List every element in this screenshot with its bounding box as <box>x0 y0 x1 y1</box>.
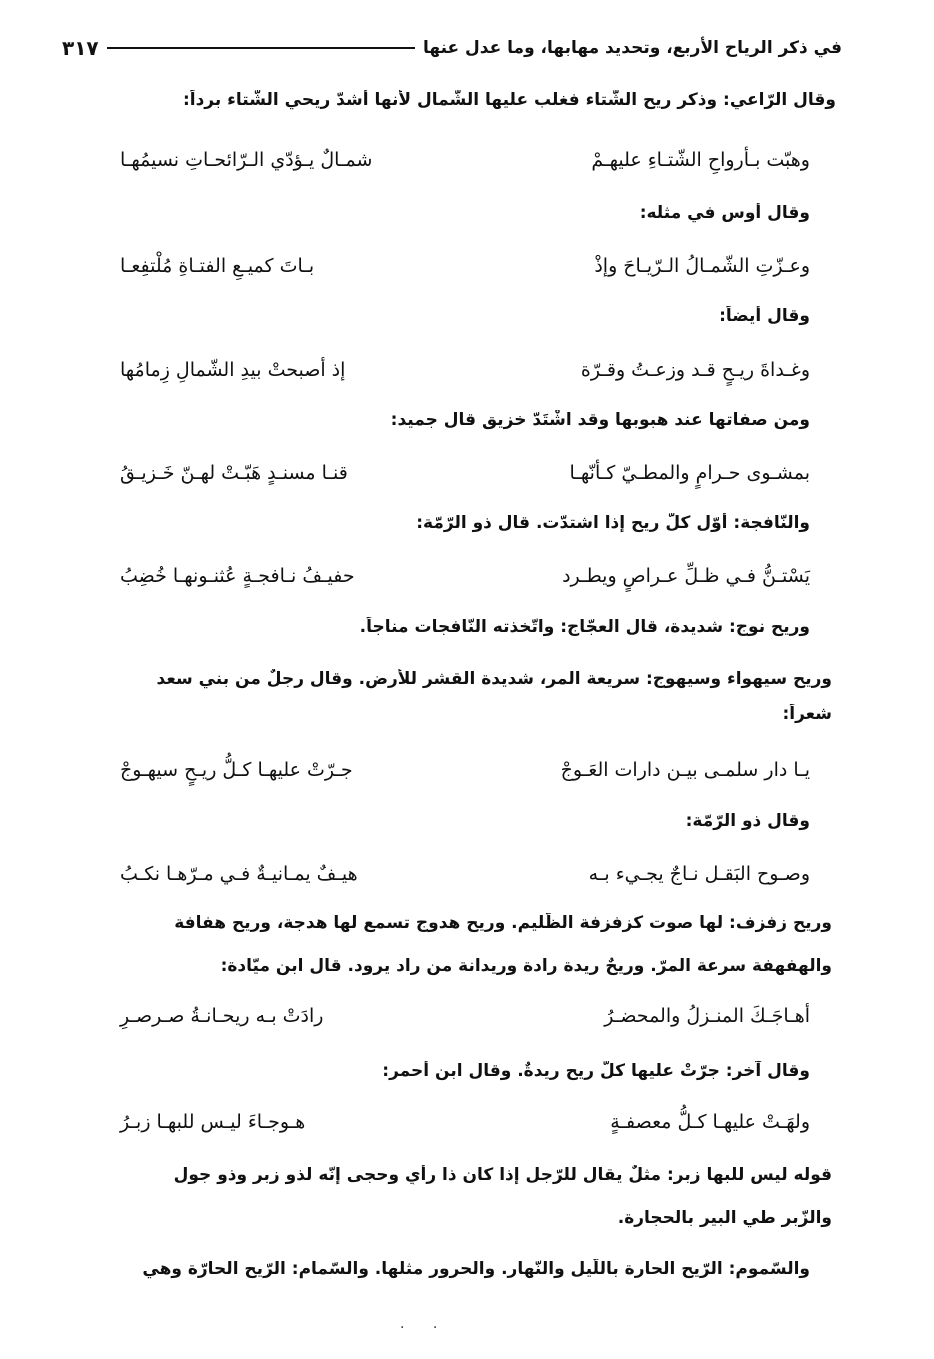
hemistich-first: أهـاجَـكَ المنـزلُ والمحضـرُ <box>604 1005 810 1027</box>
verse <box>120 455 810 491</box>
chapter-title: في ذكر الرياح الأربع، وتحديد مهابها، وما عدل عنها <box>422 38 842 58</box>
hemistich-first: وصـوح البَقـل نـاجٌ يجـيء بـه <box>588 863 810 885</box>
text-line: شعراً: <box>782 704 832 724</box>
text-line: وقال آخر: جرّتْ عليها كلُّ ريحٍ ريدةٌ. وقال ابن أحمر: <box>382 1061 810 1081</box>
hemistich-second: هيـفٌ يمـانيـةٌ فـي مـرّهـا نكـبُ <box>120 863 358 885</box>
verse <box>120 142 810 178</box>
hemistich-second: إذ أصبحتْ بيدِ الشّمالِ زِمامُها <box>120 359 346 381</box>
hemistich-first: وهبّت بـأرواحِ الشّتـاءِ عليهـمْ <box>591 149 810 171</box>
text-line: قوله ليس للبها زبر: مثلٌ يقال للرّجل إذا كان ذا رأيٍ وحجى إنّه لذو زبر وذو جول <box>173 1165 832 1185</box>
hemistich-first: يَسْتـنُّ فـي ظـلِّ عـراصٍ ويطـرد <box>562 565 810 587</box>
text-line: وقال ذو الرّمّة: <box>685 811 810 831</box>
text-line: وقال الرّاعي: وذكر ريح الشّتاء فغلب عليها الشّمال لأنها أشدّ ريحي الشّتاء برداً: <box>182 90 836 110</box>
verse <box>120 1104 810 1140</box>
text-line: وقال أيضاً: <box>719 306 810 326</box>
verse <box>120 752 810 788</box>
hemistich-first: وغـداةَ ريـحٍ قـد وزعـتُ وقـرّة <box>580 359 810 381</box>
hemistich-second: رادَتْ بـه ريحـانـةُ صـرصـرِ <box>120 1005 324 1027</box>
hemistich-second: شمـالٌ يـؤدّي الـرّائحـاتِ نسيمُهـا <box>120 149 373 171</box>
hemistich-second: قنـا مسنـدٍ هَبّـتْ لهـنّ خَـزيـقُ <box>120 462 348 484</box>
text-line: ومن صفاتها عند هبوبها وقد اشْتَدّ خزيق قال جميد: <box>390 410 810 430</box>
footer-mark: · · <box>400 1320 450 1336</box>
text-line: وريح سيهواء وسيهوج: سريعة المر، شديدة القشر للأرض. وقال رجلٌ من بني سعد <box>156 669 832 689</box>
text-line: والزّبر طي البير بالحجارة. <box>617 1208 832 1228</box>
hemistich-second: بـاتَ كميـعِ الفتـاةِ مُلْتفِعـا <box>120 255 315 277</box>
hemistich-first: يـا دار سلمـى بيـن دارات العَـوجْ <box>560 759 810 781</box>
hemistich-first: وعـزّتِ الشّمـالُ الـرّيـاحَ وإذْ <box>594 255 810 277</box>
verse <box>120 248 810 284</box>
verse <box>120 856 810 892</box>
hemistich-second: جـرّتْ عليهـا كـلُّ ريـحٍ سيهـوجْ <box>120 759 353 781</box>
verse <box>120 558 810 594</box>
text-line: وريح نوج: شديدة، قال العجّاج: واتّخذته النّافجات مناجاً. <box>359 617 810 637</box>
hemistich-second: حفيـفُ نـافجـةٍ عُثنـونهـا خُضِبُ <box>120 565 355 587</box>
verse <box>120 352 810 388</box>
verse <box>120 998 810 1034</box>
text-line: والسّموم: الرّيح الحارة باللّيل والنّهار. والحرور مثلها. والسّمام: الرّيح الحارّة وهي <box>142 1259 810 1279</box>
hemistich-first: ولهَـتْ عليهـا كـلُّ معصفـةٍ <box>610 1111 810 1133</box>
text-line: وريح زفزف: لها صوت كزفزفة الظّليم. وريح هدوج تسمع لها هدجة، وريح هفافة <box>174 913 832 933</box>
text-line: والنّافجة: أوّل كلّ ريح إذا اشتدّت. قال ذو الرّمّة: <box>416 513 810 533</box>
hemistich-first: بمشـوى حـرامٍ والمطـيّ كـأنّهـا <box>569 462 810 484</box>
text-line: وقال أوس في مثله: <box>639 203 810 223</box>
hemistich-second: هـوجـاءَ ليـس للبهـا زبـرُ <box>120 1111 306 1133</box>
text-line: والهفهفة سرعة المرّ. وريحٌ ريدة رادة وريدانة من راد يرود. قال ابن ميّادة: <box>220 956 832 976</box>
page-number: ٣١٧ <box>62 36 99 60</box>
